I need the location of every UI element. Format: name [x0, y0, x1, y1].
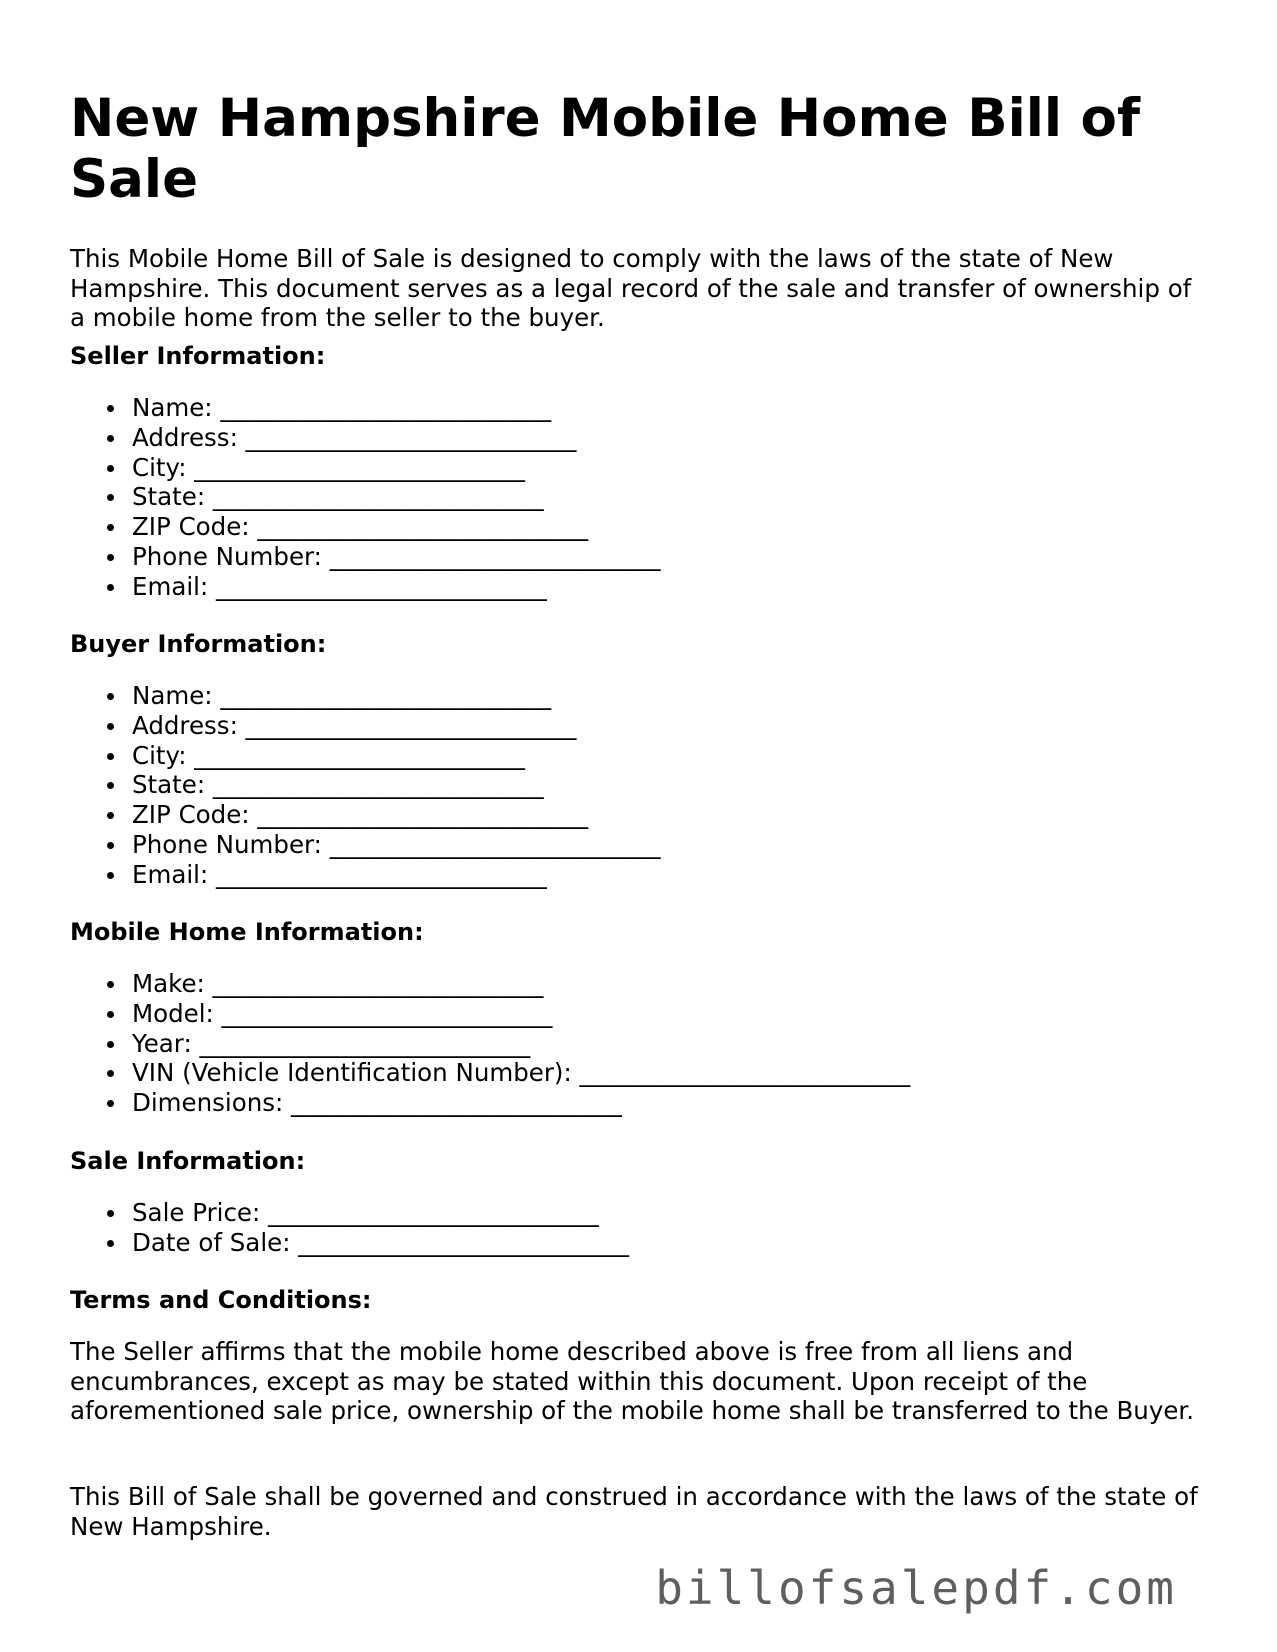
document-title: New Hampshire Mobile Home Bill of Sale: [70, 88, 1141, 210]
dimensions-field[interactable]: Dimensions: ___________________________: [70, 1088, 910, 1118]
year-field[interactable]: Year: ___________________________: [70, 1029, 910, 1059]
date-of-sale-field[interactable]: Date of Sale: ___________________________: [70, 1228, 629, 1258]
terms-paragraph: The Seller affirms that the mobile home described above is free from all liens and encumbrances, except as may be stated within this document. Upon receipt of the aforementioned sale price, ownership of the mobile home shall be transferred to the Buyer.: [70, 1337, 1194, 1426]
mobile-home-field-list: [70, 969, 910, 1118]
buyer-zip-field[interactable]: ZIP Code: ___________________________: [70, 800, 660, 830]
seller-name-field[interactable]: Name: ___________________________: [70, 393, 660, 423]
buyer-state-field[interactable]: State: ___________________________: [70, 770, 660, 800]
mobile-home-section-heading: Mobile Home Information:: [70, 918, 424, 946]
site-watermark: billofsalepdf.com: [655, 1561, 1177, 1615]
make-field[interactable]: Make: ___________________________: [70, 969, 910, 999]
seller-email-field[interactable]: Email: ___________________________: [70, 572, 660, 602]
buyer-city-field[interactable]: City: ___________________________: [70, 741, 660, 771]
seller-zip-field[interactable]: ZIP Code: ___________________________: [70, 512, 660, 542]
seller-city-field[interactable]: City: ___________________________: [70, 453, 660, 483]
sale-section-heading: Sale Information:: [70, 1147, 306, 1175]
terms-section-heading: Terms and Conditions:: [70, 1286, 372, 1314]
seller-section-heading: Seller Information:: [70, 342, 326, 370]
buyer-address-field[interactable]: Address: ___________________________: [70, 711, 660, 741]
sale-field-list: [70, 1198, 629, 1258]
buyer-email-field[interactable]: Email: ___________________________: [70, 860, 660, 890]
buyer-field-list: [70, 681, 660, 890]
intro-paragraph: This Mobile Home Bill of Sale is designed to comply with the laws of the state of New Hampshire. This document serves as a legal record of the sale and transfer of ownership of a mobile home from the seller to the buyer.: [70, 244, 1192, 333]
seller-field-list: [70, 393, 660, 602]
seller-address-field[interactable]: Address: ___________________________: [70, 423, 660, 453]
buyer-section-heading: Buyer Information:: [70, 630, 327, 658]
vin-field[interactable]: VIN (Vehicle Identification Number): ___________________________: [70, 1058, 910, 1088]
buyer-phone-field[interactable]: Phone Number: ___________________________: [70, 830, 660, 860]
seller-phone-field[interactable]: Phone Number: ___________________________: [70, 542, 660, 572]
model-field[interactable]: Model: ___________________________: [70, 999, 910, 1029]
sale-price-field[interactable]: Sale Price: ___________________________: [70, 1198, 629, 1228]
seller-state-field[interactable]: State: ___________________________: [70, 482, 660, 512]
buyer-name-field[interactable]: Name: ___________________________: [70, 681, 660, 711]
governing-law-paragraph: This Bill of Sale shall be governed and construed in accordance with the laws of the state of New Hampshire.: [70, 1482, 1198, 1541]
